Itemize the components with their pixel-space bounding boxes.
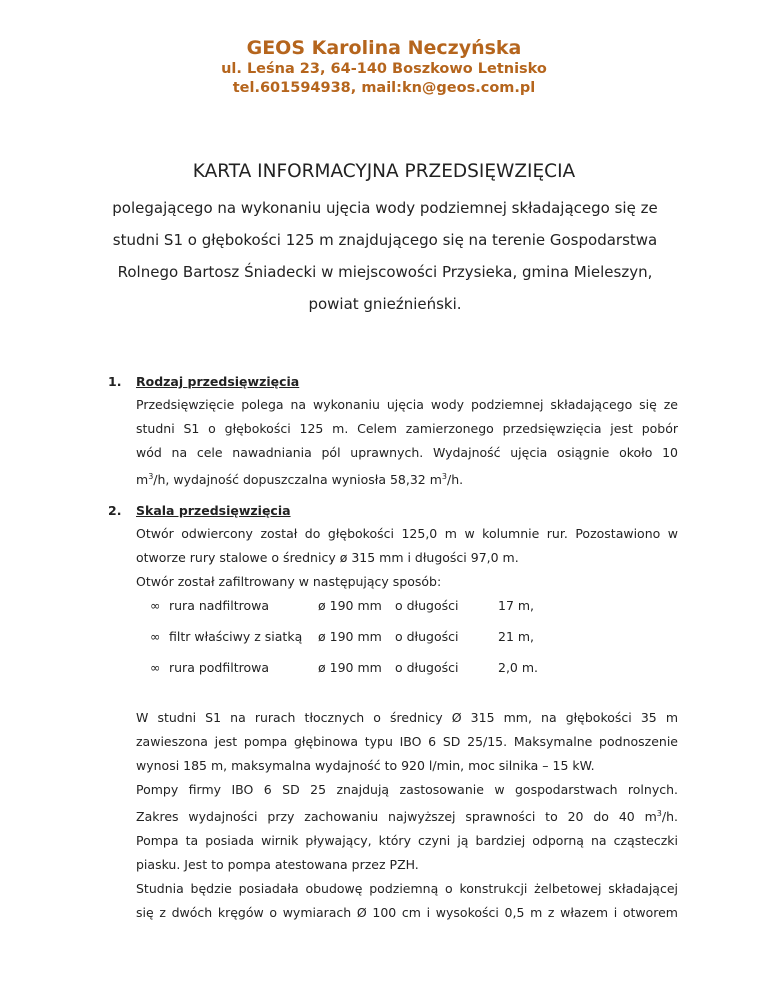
filter-intro: Otwór został zafiltrowany w następujący sposób: <box>136 574 442 589</box>
item-length: 2,0 m. <box>498 660 539 675</box>
superscript: 3 <box>441 472 448 481</box>
subtitle-line: Rolnego Bartosz Śniadecki w miejscowości Przysieka, gmina Mieleszyn, <box>117 263 653 281</box>
paragraph-text: /h. <box>447 472 464 488</box>
list-item <box>136 656 678 687</box>
company-address: ul. Leśna 23, 64-140 Boszkowo Letnisko <box>221 61 547 77</box>
superscript: 3 <box>656 809 662 818</box>
item-length: 21 m, <box>498 629 535 644</box>
section-2-continued <box>108 706 678 925</box>
paragraph-line: Przedsięwzięcie polega na wykonaniu ujęcia wody podziemnej składającego się ze <box>136 397 678 412</box>
paragraph-line: Studnia będzie posiadała obudowę podziemną o konstrukcji żelbetowej składającej <box>136 881 678 897</box>
paragraph-line: studni S1 o głębokości 125 m. Celem zamierzonego przedsięwzięcia jest pobór <box>136 421 678 436</box>
item-diameter: ø 190 mm <box>318 660 382 675</box>
filter-list <box>136 594 678 687</box>
paragraph-text: Zakres wydajności przy zachowaniu najwyższej sprawności to 20 do 40 m <box>136 809 657 825</box>
paragraph-line: piasku. Jest to pompa atestowana przez PZH. <box>136 857 419 873</box>
list-item <box>136 625 678 656</box>
infinity-bullet-icon: ∞ <box>150 629 161 644</box>
item-length-label: o długości <box>395 660 459 675</box>
paragraph-line: zawieszona jest pompa głębinowa typu IBO 6 SD 25/15. Maksymalne podnoszenie <box>136 734 678 749</box>
section-number: 1. <box>108 374 122 389</box>
item-diameter: ø 190 mm <box>318 629 382 644</box>
section-number: 2. <box>108 503 122 518</box>
paragraph-text: /h. <box>661 809 678 825</box>
paragraph-line <box>136 465 678 492</box>
paragraph-line: wynosi 185 m, maksymalna wydajność to 920 l/min, moc silnika – 15 kW. <box>136 758 595 773</box>
item-length: 17 m, <box>498 598 535 613</box>
superscript: 3 <box>148 472 154 481</box>
item-name: filtr właściwy z siatką <box>169 629 303 644</box>
infinity-bullet-icon: ∞ <box>150 660 161 675</box>
section-2-heading <box>108 500 678 522</box>
section-title: Skala przedsięwzięcia <box>136 503 291 518</box>
paragraph-line: W studni S1 na rurach tłocznych o średnicy Ø 315 mm, na głębokości 35 m <box>136 710 678 725</box>
section-1-paragraph <box>136 393 678 492</box>
section-2-intro <box>136 522 678 594</box>
unit-text: m <box>136 472 149 488</box>
pump-paragraph <box>136 706 678 925</box>
paragraph-line: Pompa ta posiada wirnik pływający, który czyni ją bardziej odporną na cząsteczki <box>136 833 678 849</box>
item-name: rura podfiltrowa <box>169 660 269 675</box>
section-2 <box>108 500 678 687</box>
paragraph-line: się z dwóch kręgów o wymiarach Ø 100 cm i wysokości 0,5 m z włazem i otworem <box>136 905 678 921</box>
letterhead <box>0 36 768 98</box>
item-length-label: o długości <box>395 629 459 644</box>
subtitle-line: powiat gnieźnieński. <box>308 295 462 313</box>
section-1 <box>108 371 678 492</box>
company-name: GEOS Karolina Neczyńska <box>246 37 522 59</box>
paragraph-line <box>136 802 678 829</box>
item-diameter: ø 190 mm <box>318 598 382 613</box>
document-title: KARTA INFORMACYJNA PRZEDSIĘWZIĘCIA <box>192 161 576 182</box>
infinity-bullet-icon: ∞ <box>150 598 161 613</box>
paragraph-line: wód na cele nawadniania pól uprawnych. Wydajność ujęcia osiągnie około 10 <box>136 445 678 460</box>
paragraph-line: Otwór odwiercony został do głębokości 125,0 m w kolumnie rur. Pozostawiono w <box>136 526 678 541</box>
paragraph-line: Pompy firmy IBO 6 SD 25 znajdują zastosowanie w gospodarstwach rolnych. <box>136 782 678 797</box>
paragraph-line: otworze rury stalowe o średnicy ø 315 mm i długości 97,0 m. <box>136 550 519 565</box>
document-subtitle <box>90 192 680 320</box>
item-name: rura nadfiltrowa <box>169 598 269 613</box>
subtitle-line: polegającego na wykonaniu ujęcia wody podziemnej składającego się ze <box>112 199 658 217</box>
list-item <box>136 594 678 625</box>
item-length-label: o długości <box>395 598 459 613</box>
paragraph-text: /h, wydajność dopuszczalna wyniosła 58,32 m <box>153 472 442 488</box>
section-title: Rodzaj przedsięwzięcia <box>136 374 300 389</box>
section-1-heading <box>108 371 678 393</box>
company-contact: tel.601594938, mail:kn@geos.com.pl <box>232 80 536 96</box>
subtitle-line: studni S1 o głębokości 125 m znajdującego się na terenie Gospodarstwa <box>112 231 658 249</box>
